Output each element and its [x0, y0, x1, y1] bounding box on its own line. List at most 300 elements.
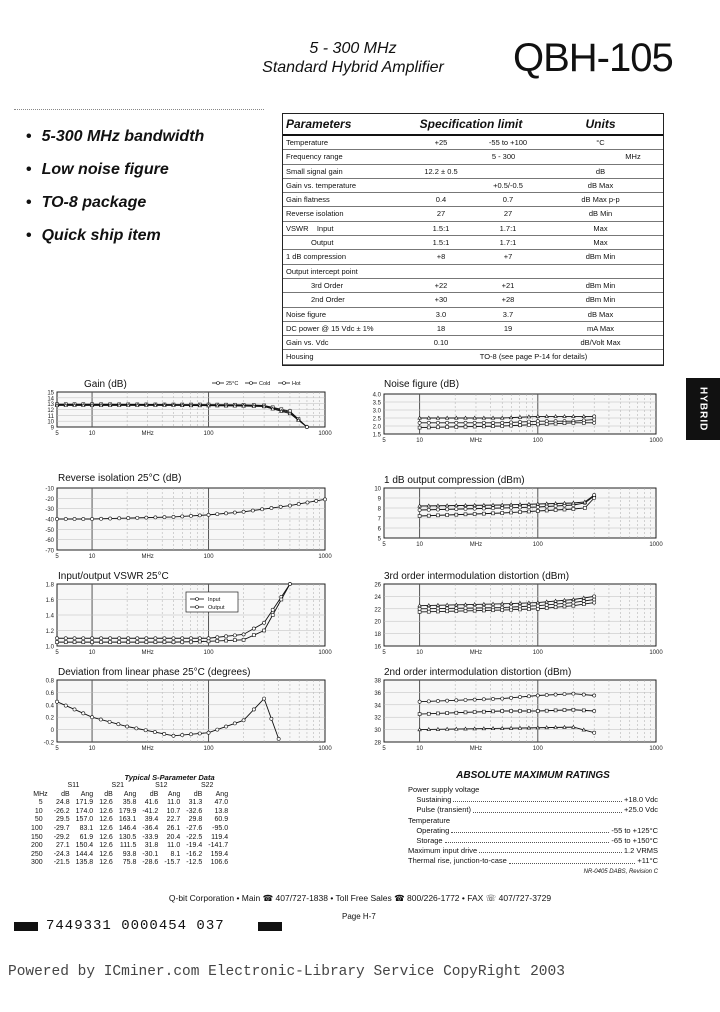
spec-cell: dB Max p-p [581, 195, 620, 205]
data-point [427, 700, 430, 703]
data-point [545, 505, 548, 508]
sparam-cell: 174.0 [75, 807, 94, 815]
data-point [55, 700, 58, 703]
sparam-cell: -29.7 [53, 824, 70, 832]
legend-marker [196, 606, 199, 609]
sparam-group: S22 [200, 782, 214, 789]
spec-cell: dB/Volt Max [580, 338, 621, 348]
data-point [263, 629, 266, 632]
data-point [583, 507, 586, 510]
data-point [145, 637, 148, 640]
data-point [436, 426, 439, 429]
data-point [436, 508, 439, 511]
data-point [527, 605, 530, 608]
data-point [492, 710, 495, 713]
legend-marker [283, 382, 286, 385]
data-point [154, 641, 157, 644]
amr-note: NR-0405 DABS, Revision C [583, 868, 658, 875]
y-tick-label: 0.2 [45, 715, 54, 722]
data-point [427, 421, 430, 424]
x-tick-label: 100 [532, 438, 543, 444]
amr-value: -55 to +125°C [611, 825, 658, 835]
x-tick-label: 100 [203, 650, 214, 656]
sparam-cell: -95.0 [212, 824, 229, 832]
data-point [491, 697, 494, 700]
y-tick-label: -10 [45, 486, 54, 493]
data-point [118, 517, 121, 520]
col-units: Units [585, 117, 616, 131]
amr-label: Thermal rise, junction-to-case [408, 856, 507, 866]
spec-cell: Output [286, 238, 334, 248]
sparam-col: dB [61, 790, 70, 798]
data-point [593, 709, 596, 712]
sparam-cell: 200 [31, 842, 43, 850]
x-tick-label: MHz [469, 542, 483, 548]
data-point [536, 604, 539, 607]
data-point [242, 633, 245, 636]
spec-cell: dB [595, 166, 606, 176]
data-point [473, 507, 476, 510]
data-point [418, 421, 421, 424]
data-point [198, 637, 201, 640]
x-tick-label: MHz [469, 746, 483, 752]
subtitle-line2: Standard Hybrid Amplifier [262, 59, 444, 76]
sparam-table [28, 773, 231, 868]
data-point [572, 708, 575, 711]
data-point [109, 517, 112, 520]
data-point [207, 637, 210, 640]
x-tick-label: 100 [532, 746, 543, 752]
sparam-col: dB [104, 790, 113, 798]
y-tick-label: 0.8 [45, 678, 54, 685]
amr-label: Power supply voltage [408, 785, 480, 794]
sparam-row [28, 851, 231, 860]
sparam-cell: 250 [31, 850, 43, 858]
x-tick-label: MHz [141, 554, 154, 560]
data-point [527, 608, 530, 611]
data-point [280, 598, 283, 601]
data-point [464, 609, 467, 612]
x-tick-label: 1000 [649, 650, 663, 656]
legend-marker [250, 382, 253, 385]
sparam-col: Ang [123, 790, 137, 798]
spec-cell: +28 [501, 295, 515, 305]
chart-title-gain: Gain (dB) [84, 379, 127, 390]
sparam-cell: -26.2 [53, 807, 70, 815]
data-point [216, 639, 219, 642]
spec-cell: Max [593, 223, 608, 233]
data-point [100, 637, 103, 640]
data-point [582, 693, 585, 696]
data-point [198, 732, 201, 735]
data-point [593, 595, 596, 598]
data-point [216, 728, 219, 731]
sparam-cell: 29.5 [56, 816, 70, 824]
feature-item: • TO-8 package [26, 194, 147, 211]
data-point [224, 725, 227, 728]
data-point [554, 693, 557, 696]
sparam-group: S21 [111, 782, 124, 789]
spec-cell: 0.4 [435, 195, 447, 205]
data-point [288, 582, 291, 585]
sparam-cell: 13.8 [214, 807, 229, 815]
legend-marker [196, 598, 199, 601]
sparam-col: dB [149, 790, 159, 798]
legend-label: Cold [259, 381, 271, 387]
data-point [563, 693, 566, 696]
data-point [455, 421, 458, 424]
data-point [482, 425, 485, 428]
data-point [554, 603, 557, 606]
sparam-cell: 24.8 [56, 799, 70, 807]
x-tick-label: 10 [416, 746, 423, 752]
data-point [527, 420, 530, 423]
amr-value: 1.2 VRMS [623, 846, 658, 856]
y-tick-label: 30 [374, 728, 381, 735]
data-point [455, 508, 458, 511]
spec-cell: Noise figure [286, 309, 327, 319]
data-point [593, 493, 596, 496]
y-tick-label: 0 [50, 728, 54, 735]
data-point [73, 637, 76, 640]
data-point [136, 637, 139, 640]
y-tick-label: -60 [45, 538, 54, 545]
amr-leader [453, 795, 622, 802]
spec-cell: +22 [434, 280, 448, 290]
y-tick-label: 2.5 [372, 416, 381, 423]
spec-cell: TO-8 (see page P-14 for details) [479, 352, 588, 362]
data-point [135, 727, 138, 730]
data-point [181, 515, 184, 518]
barcode-block [258, 922, 282, 931]
y-tick-label: 1.8 [45, 582, 54, 589]
sparam-cell: -22.5 [186, 833, 203, 841]
spec-cell: 0.7 [502, 195, 514, 205]
chart-title-third: 3rd order intermodulation distortion (dBm) [384, 571, 570, 582]
data-point [233, 634, 236, 637]
y-tick-label: 6 [377, 526, 381, 533]
data-point [427, 610, 430, 613]
data-point [64, 517, 67, 520]
amr-row [408, 785, 658, 795]
data-point [172, 734, 175, 737]
sparam-cell: 39.4 [144, 816, 159, 824]
x-tick-label: 100 [203, 431, 214, 437]
spec-cell: +25 [434, 138, 448, 147]
data-point [536, 694, 539, 697]
sparam-group: S11 [67, 782, 80, 789]
data-point [252, 627, 255, 630]
data-point [593, 418, 596, 421]
data-point [482, 710, 485, 713]
data-point [277, 737, 280, 740]
barcode-block [14, 922, 38, 931]
data-point [251, 509, 254, 512]
data-point [572, 604, 575, 607]
data-point [117, 723, 120, 726]
data-point [519, 511, 522, 514]
sparam-cell: 12.6 [99, 799, 113, 807]
data-point [252, 634, 255, 637]
data-point [545, 603, 548, 606]
amr-leader [509, 856, 636, 863]
sparam-cell: 10 [34, 807, 43, 815]
sparam-group-row [28, 782, 231, 791]
data-point [482, 512, 485, 515]
sparam-cell: 150 [31, 833, 43, 841]
sparam-cell: 5 [38, 799, 43, 807]
data-point [305, 425, 308, 428]
data-point [593, 598, 596, 601]
y-tick-label: 1.6 [45, 598, 54, 604]
data-point [64, 637, 67, 640]
sparam-col: dB [193, 790, 203, 798]
data-point [82, 637, 85, 640]
data-point [545, 423, 548, 426]
data-point [501, 421, 504, 424]
sparam-row [28, 834, 231, 843]
sparam-cell: 27.1 [56, 842, 70, 850]
sparam-cell: 12.6 [99, 850, 113, 858]
sparam-cell: 12.6 [99, 807, 113, 815]
spec-cell: +0.5/-0.5 [493, 180, 523, 190]
legend-marker [217, 382, 220, 385]
data-point [536, 505, 539, 508]
sparam-cell: 50 [34, 816, 43, 824]
y-tick-label: 0.4 [45, 703, 54, 710]
data-point [315, 499, 318, 502]
data-point [563, 422, 566, 425]
data-point [224, 635, 227, 638]
sparam-cell: -32.6 [186, 807, 203, 815]
data-point [572, 421, 575, 424]
y-tick-label: 3.0 [372, 408, 381, 415]
data-point [473, 609, 476, 612]
y-tick-label: 1.2 [45, 629, 54, 635]
y-tick-label: 18 [374, 632, 381, 639]
data-point [136, 516, 139, 519]
data-point [100, 641, 103, 644]
data-point [519, 608, 522, 611]
data-point [536, 420, 539, 423]
data-point [482, 421, 485, 424]
spec-cell: 18 [436, 323, 446, 333]
amr-leader [479, 846, 622, 853]
spec-cell: +7 [503, 252, 513, 262]
data-point [464, 513, 467, 516]
data-point [554, 422, 557, 425]
y-tick-label: 1.4 [45, 613, 54, 620]
legend-label: Input [208, 597, 221, 603]
sparam-cell: 83.1 [79, 824, 94, 832]
sparam-title: Typical S-Parameter Data [124, 773, 215, 782]
data-point [510, 424, 513, 427]
sparam-cell: 111.5 [119, 842, 137, 850]
spec-cell: 27 [436, 209, 446, 219]
spec-cell: dB Max [587, 309, 614, 319]
sparam-cell: 12.6 [99, 816, 113, 824]
data-point [473, 698, 476, 701]
data-point [510, 421, 513, 424]
x-tick-label: 10 [416, 438, 423, 444]
spec-cell: 1.5:1 [432, 238, 450, 248]
amr-value: +11°C [637, 856, 658, 866]
sparam-row [28, 808, 231, 817]
data-point [501, 506, 504, 509]
data-point [233, 639, 236, 642]
data-point [216, 512, 219, 515]
data-point [446, 426, 449, 429]
data-point [464, 507, 467, 510]
data-point [455, 425, 458, 428]
data-point [427, 426, 430, 429]
data-point [172, 515, 175, 518]
data-point [492, 425, 495, 428]
sparam-cell: 12.6 [99, 824, 113, 832]
sparam-cell: -19.4 [186, 842, 203, 850]
spec-cell: mA Max [586, 323, 615, 333]
subtitle-line1: 5 - 300 MHz [309, 40, 397, 57]
data-point [263, 697, 266, 700]
sparam-cell: 31.3 [188, 799, 203, 807]
copyright-line: Powered by ICminer.com Electronic-Library Service CopyRight 2003 [8, 964, 565, 980]
spec-cell: +30 [434, 295, 448, 305]
data-point [181, 640, 184, 643]
y-tick-label: 4.0 [372, 392, 381, 399]
data-point [501, 512, 504, 515]
data-point [501, 425, 504, 428]
feature-item: • Low noise figure [26, 161, 169, 178]
sparam-col: Ang [80, 790, 94, 798]
data-point [189, 637, 192, 640]
data-point [593, 421, 596, 424]
data-point [464, 425, 467, 428]
amr-value: -65 to +150°C [611, 836, 658, 846]
sparam-cell: -41.2 [142, 807, 159, 815]
data-point [190, 640, 193, 643]
chart-title-vswr: Input/output VSWR 25°C [58, 571, 169, 582]
amr-label: Temperature [408, 815, 451, 825]
data-point [82, 712, 85, 715]
data-point [271, 608, 274, 611]
data-point [207, 731, 210, 734]
x-tick-label: 100 [203, 746, 214, 752]
data-point [145, 641, 148, 644]
data-point [127, 637, 130, 640]
sparam-cell: -28.6 [142, 859, 159, 867]
y-tick-label: 2.0 [372, 424, 381, 431]
data-point [127, 641, 130, 644]
data-point [563, 602, 566, 605]
x-tick-label: 10 [88, 554, 96, 560]
y-tick-label: 0.6 [45, 690, 54, 697]
chart-title-noise: Noise figure (dB) [384, 379, 460, 390]
y-tick-label: 22 [374, 607, 381, 614]
x-tick-label: 5 [55, 431, 59, 437]
data-point [572, 601, 575, 604]
data-point [482, 698, 485, 701]
data-point [297, 502, 300, 505]
data-point [270, 717, 273, 720]
sparam-col: Ang [215, 790, 229, 798]
sparam-cell: 26.1 [166, 824, 181, 832]
x-tick-label: 10 [88, 650, 96, 656]
x-tick-label: MHz [141, 431, 154, 437]
y-tick-label: 26 [374, 582, 381, 589]
spec-cell: -55 to +100 [488, 138, 528, 147]
spec-cell: 12.2 ± 0.5 [424, 166, 458, 176]
data-point [436, 514, 439, 517]
sparam-cell: 12.6 [99, 833, 113, 841]
y-tick-label: 9 [377, 496, 381, 503]
data-point [233, 722, 236, 725]
data-point [563, 605, 566, 608]
plot-frame [384, 584, 656, 646]
y-tick-label: 15 [47, 390, 54, 397]
sparam-cell: 41.6 [144, 799, 159, 807]
spec-cell: +21 [501, 280, 515, 290]
data-point [446, 610, 449, 613]
sparam-cell: -16.2 [186, 850, 203, 858]
data-point [593, 731, 596, 734]
amr-leader [473, 805, 622, 812]
data-point [464, 711, 467, 714]
y-tick-label: -70 [45, 548, 54, 555]
spec-cell: Temperature [286, 138, 329, 147]
data-point [446, 421, 449, 424]
y-tick-label: -0.2 [43, 740, 54, 747]
feature-item: • 5-300 MHz bandwidth [26, 128, 205, 145]
x-tick-label: 100 [203, 554, 214, 560]
hybrid-side-tab: HYBRID [686, 378, 720, 440]
data-point [582, 603, 585, 606]
data-point [189, 514, 192, 517]
data-point [527, 695, 530, 698]
data-point [455, 699, 458, 702]
y-tick-label: 32 [374, 715, 381, 722]
spec-cell: 3rd Order [286, 280, 344, 290]
data-point [56, 641, 59, 644]
spec-cell: 1.7:1 [499, 238, 517, 248]
data-point [418, 607, 421, 610]
data-point [252, 708, 255, 711]
sparam-cell: -12.5 [186, 859, 203, 867]
chart-title-second: 2nd order intermodulation distortion (dBm) [384, 667, 572, 678]
sparam-cell: 135.8 [75, 859, 94, 867]
sparam-cell: 300 [31, 859, 43, 867]
data-point [144, 729, 147, 732]
data-point [73, 708, 76, 711]
x-tick-label: 1000 [649, 438, 663, 444]
data-point [306, 501, 309, 504]
data-point [91, 641, 94, 644]
data-point [545, 607, 548, 610]
data-point [189, 733, 192, 736]
data-point [492, 609, 495, 612]
spec-cell: Max [593, 238, 608, 248]
data-point [455, 513, 458, 516]
data-point [126, 725, 129, 728]
x-tick-label: 100 [532, 542, 543, 548]
sparam-col: MHz [33, 790, 48, 798]
data-point [99, 718, 102, 721]
amr-label: Maximum input drive [408, 846, 478, 856]
sparam-cell: 75.8 [122, 859, 137, 867]
data-point [163, 732, 166, 735]
y-tick-label: -40 [45, 517, 54, 524]
x-tick-label: 100 [532, 650, 543, 656]
sparam-cell: 47.0 [214, 799, 229, 807]
